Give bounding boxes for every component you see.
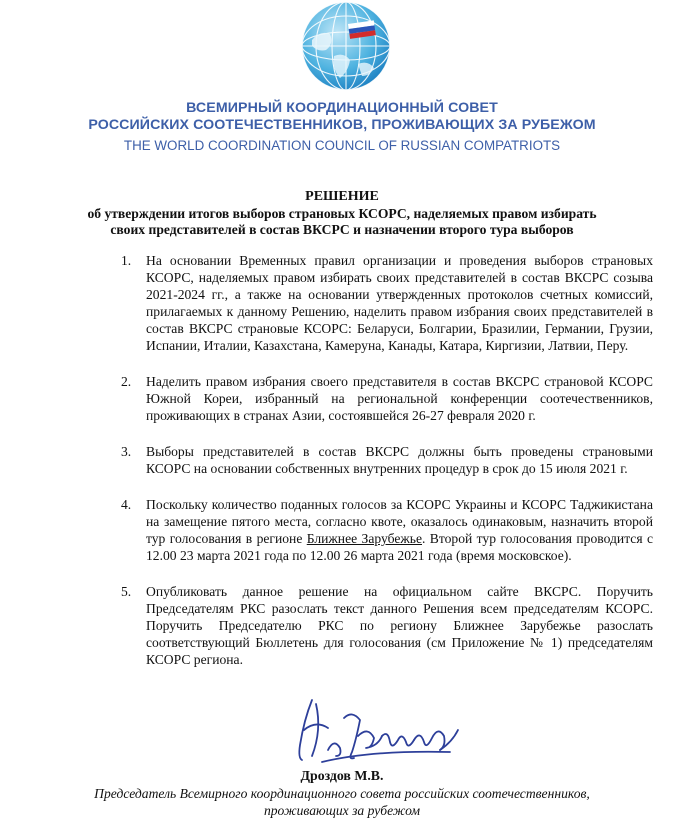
decision-items-list — [121, 252, 653, 687]
decision-item-1 — [121, 252, 653, 354]
decision-item-2 — [121, 373, 653, 424]
item-text-after: . Второй тур голосования проводится с 12.00 23 марта 2021 года по 12.00 26 марта 2021 года (время московское). — [146, 531, 653, 563]
region-link-text: Ближнее Зарубежье — [306, 531, 422, 546]
org-name-en: THE WORLD COORDINATION COUNCIL OF RUSSIAN COMPATRIOTS — [123, 138, 561, 153]
signer-position: Председатель Всемирного координационного совета российских соотечественников, проживающих за рубежом — [94, 786, 590, 818]
item-text: Выборы представителей в состав ВКСРС должны быть проведены страновыми КСОРС на основании собственных внутренних процедур в срок до 15 июля 2021 г. — [146, 444, 653, 476]
signature-icon — [282, 690, 472, 780]
document-subtitle: об утверждении итогов выборов страновых КСОРС, наделяемых правом избирать своих представителей в состав ВКСРС и назначении второго тура выборов — [87, 206, 597, 237]
org-name-ru-line2: РОССИЙСКИХ СООТЕЧЕСТВЕННИКОВ, ПРОЖИВАЮЩИХ ЗА РУБЕЖОМ — [88, 117, 596, 133]
decision-item-5 — [121, 583, 653, 668]
item-text-before: Поскольку количество поданных голосов за КСОРС Украины и КСОРС Таджикистана на замещение пятого места, согласно квоте, оказалось одинаковым, назначить второй тур голосования в регионе — [146, 497, 653, 546]
decision-item-3 — [121, 443, 653, 477]
item-number: 5. — [121, 584, 132, 599]
item-number: 3. — [121, 444, 132, 459]
signer-name: Дроздов М.В. — [300, 768, 384, 783]
document-title: РЕШЕНИЕ — [305, 189, 379, 204]
org-name-ru-line1: ВСЕМИРНЫЙ КООРДИНАЦИОННЫЙ СОВЕТ — [186, 100, 498, 116]
item-number: 2. — [121, 374, 132, 389]
item-number: 4. — [121, 497, 132, 512]
decision-item-4 — [121, 496, 653, 564]
item-text: На основании Временных правил организации и проведения выборов страновых КСОРС, наделяемых правом избирать своих представителей в состав ВКСРС созыва 2021-2024 гг., а также на основании утвержденных протоколов счетных комиссий, прилагаемых к данному Решению, наделить правом избрания своих представителей в состав ВКСРС страновые КСОРС: Беларуси, Болгарии, Бразилии, Германии, Грузии, Испании, Италии, Казахстана, Камеруна, Канады, Катара, Киргизии, Латвии, Перу. — [146, 253, 653, 353]
item-number: 1. — [121, 253, 132, 268]
item-text: Наделить правом избрания своего представителя в состав ВКСРС страновой КСОРС Южной Кореи, избранный на региональной конференции соотечественников, проживающих в странах Азии, состоявшейся 26-27 февраля 2020 г. — [146, 374, 653, 423]
item-text: Опубликовать данное решение на официальном сайте ВКСРС. Поручить Председателям РКС разослать текст данного Решения всем председателям КСОРС. Поручить Председателю РКС по региону Ближнее Зарубежье разослать соответствующий Бюллетень для голосования (см Приложение № 1) председателям КСОРС региона. — [146, 584, 653, 667]
globe-logo-icon — [300, 0, 392, 92]
